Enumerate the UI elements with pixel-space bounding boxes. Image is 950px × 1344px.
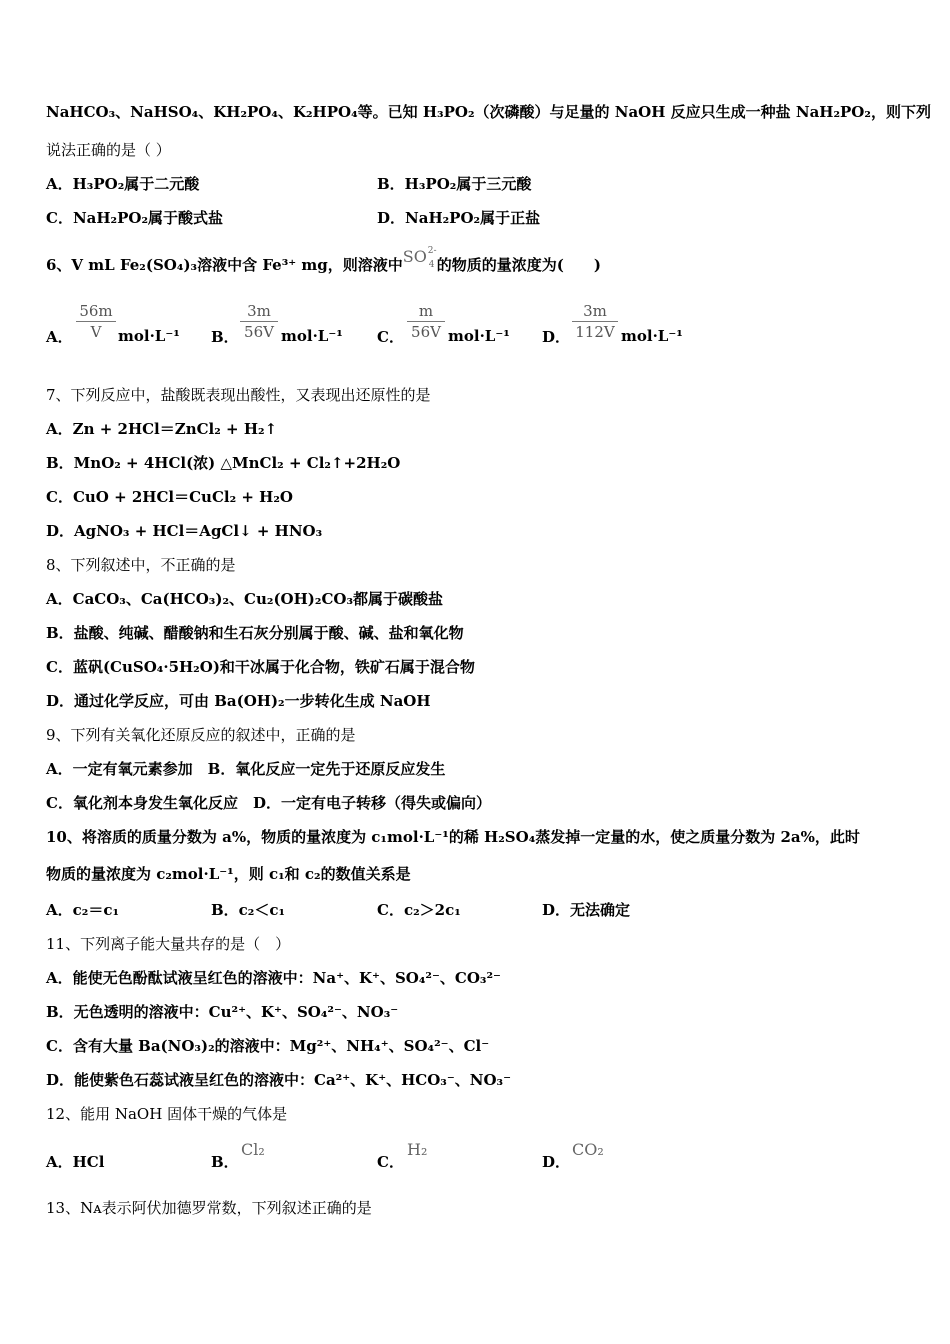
q6-b-numerator: 3m bbox=[247, 302, 271, 320]
q6-option-c-fraction bbox=[407, 301, 445, 342]
q6-option-b-fraction bbox=[240, 301, 278, 342]
q10-option-a: A．c₂＝c₁ bbox=[46, 901, 120, 919]
q8-option-a: A．CaCO₃、Ca(HCO₃)₂、Cu₂(OH)₂CO₃都属于碳酸盐 bbox=[46, 590, 444, 608]
q8-stem: 8、下列叙述中，不正确的是 bbox=[46, 556, 236, 574]
q6-so4-charge: 2- bbox=[427, 246, 437, 256]
q12-option-b-formula: Cl₂ bbox=[241, 1140, 265, 1159]
q11-option-c: C．含有大量 Ba(NO₃)₂的溶液中：Mg²⁺、NH₄⁺、SO₄²⁻、Cl⁻ bbox=[46, 1037, 490, 1055]
q5-option-b: B．H₃PO₂属于三元酸 bbox=[377, 175, 532, 193]
q6-option-d-unit: mol·L⁻¹ bbox=[621, 327, 683, 345]
q6-option-c-label: C． bbox=[377, 328, 404, 346]
q7-stem: 7、下列反应中，盐酸既表现出酸性，又表现出还原性的是 bbox=[46, 386, 431, 404]
q6-stem bbox=[46, 246, 601, 275]
q10-stem-line1: 10、将溶质的质量分数为 a%，物质的量浓度为 c₁mol·L⁻¹的稀 H₂SO₄蒸发掉一定量的水，使之质量分数为 2a%，此时 bbox=[46, 828, 860, 846]
q8-option-d: D．通过化学反应，可由 Ba(OH)₂一步转化生成 NaOH bbox=[46, 692, 431, 710]
q6-option-b-unit: mol·L⁻¹ bbox=[281, 327, 343, 345]
q6-so4-subscript: 4 bbox=[428, 260, 435, 270]
q6-a-denominator: V bbox=[90, 323, 102, 341]
q12-option-d-label: D． bbox=[542, 1153, 571, 1171]
q6-option-b-label: B． bbox=[211, 328, 239, 346]
q6-option-c-unit: mol·L⁻¹ bbox=[448, 327, 510, 345]
q6-stem-b: 的物质的量浓度为( ) bbox=[436, 256, 601, 274]
q12-option-d-formula: CO₂ bbox=[572, 1140, 604, 1159]
q12-option-c-label: C． bbox=[377, 1153, 404, 1171]
q9-options-cd: C．氧化剂本身发生氧化反应 D．一定有电子转移（得失或偏向） bbox=[46, 794, 491, 812]
q6-c-denominator: 56V bbox=[411, 323, 441, 341]
q5-option-a: A．H₃PO₂属于二元酸 bbox=[46, 175, 200, 193]
q6-option-a-unit: mol·L⁻¹ bbox=[118, 327, 180, 345]
q5-stem-line1: NaHCO₃、NaHSO₄、KH₂PO₄、K₂HPO₄等。已知 H₃PO₂（次磷酸）与足量的 NaOH 反应只生成一种盐 NaH₂PO₂，则下列 bbox=[46, 103, 931, 121]
q11-option-b: B．无色透明的溶液中：Cu²⁺、K⁺、SO₄²⁻、NO₃⁻ bbox=[46, 1003, 399, 1021]
q12-option-b-label: B． bbox=[211, 1153, 239, 1171]
q6-option-a-fraction bbox=[76, 301, 116, 342]
q11-option-d: D．能使紫色石蕊试液呈红色的溶液中：Ca²⁺、K⁺、HCO₃⁻、NO₃⁻ bbox=[46, 1071, 512, 1089]
q5-stem-line2: 说法正确的是（ ） bbox=[46, 141, 171, 159]
q6-a-numerator: 56m bbox=[79, 302, 113, 320]
q6-option-a-label: A． bbox=[46, 328, 73, 346]
q6-d-numerator: 3m bbox=[583, 302, 607, 320]
q5-option-c: C．NaH₂PO₂属于酸式盐 bbox=[46, 209, 224, 227]
q6-option-d-label: D． bbox=[542, 328, 571, 346]
q10-option-c: C．c₂＞2c₁ bbox=[377, 901, 461, 919]
q13-stem: 13、Nᴀ表示阿伏加德罗常数，下列叙述正确的是 bbox=[46, 1199, 372, 1217]
q7-option-a: A．Zn + 2HCl＝ZnCl₂ + H₂↑ bbox=[46, 420, 278, 438]
q11-stem: 11、下列离子能大量共存的是（ ） bbox=[46, 935, 291, 953]
q8-option-c: C．蓝矾(CuSO₄·5H₂O)和干冰属于化合物，铁矿石属于混合物 bbox=[46, 658, 475, 676]
q7-option-d: D．AgNO₃ + HCl＝AgCl↓ + HNO₃ bbox=[46, 522, 323, 540]
q10-option-d: D．无法确定 bbox=[542, 901, 631, 919]
q12-option-c-formula: H₂ bbox=[407, 1140, 428, 1159]
q6-d-denominator: 112V bbox=[575, 323, 615, 341]
q12-option-a: A．HCl bbox=[46, 1153, 105, 1171]
q5-option-d: D．NaH₂PO₂属于正盐 bbox=[377, 209, 541, 227]
q10-option-b: B．c₂＜c₁ bbox=[211, 901, 286, 919]
q7-option-c: C．CuO + 2HCl＝CuCl₂ + H₂O bbox=[46, 488, 293, 506]
q8-option-b: B．盐酸、纯碱、醋酸钠和生石灰分别属于酸、碱、盐和氧化物 bbox=[46, 624, 464, 642]
q11-option-a: A．能使无色酚酞试液呈红色的溶液中：Na⁺、K⁺、SO₄²⁻、CO₃²⁻ bbox=[46, 969, 501, 987]
q6-option-d-fraction bbox=[572, 301, 618, 342]
q6-sulfate-formula bbox=[402, 246, 437, 270]
q12-stem: 12、能用 NaOH 固体干燥的气体是 bbox=[46, 1105, 288, 1123]
q9-stem: 9、下列有关氧化还原反应的叙述中，正确的是 bbox=[46, 726, 356, 744]
q7-option-b: B．MnO₂ + 4HCl(浓) △MnCl₂ + Cl₂↑+2H₂O bbox=[46, 454, 401, 472]
q6-so4-base: SO bbox=[402, 247, 427, 266]
q6-stem-a: 6、V mL Fe₂(SO₄)₃溶液中含 Fe³⁺ mg，则溶液中 bbox=[46, 256, 403, 274]
q6-b-denominator: 56V bbox=[244, 323, 274, 341]
q9-options-ab: A．一定有氧元素参加 B．氧化反应一定先于还原反应发生 bbox=[46, 760, 446, 778]
q6-c-numerator: m bbox=[418, 302, 434, 320]
q10-stem-line2: 物质的量浓度为 c₂mol·L⁻¹，则 c₁和 c₂的数值关系是 bbox=[46, 865, 411, 883]
